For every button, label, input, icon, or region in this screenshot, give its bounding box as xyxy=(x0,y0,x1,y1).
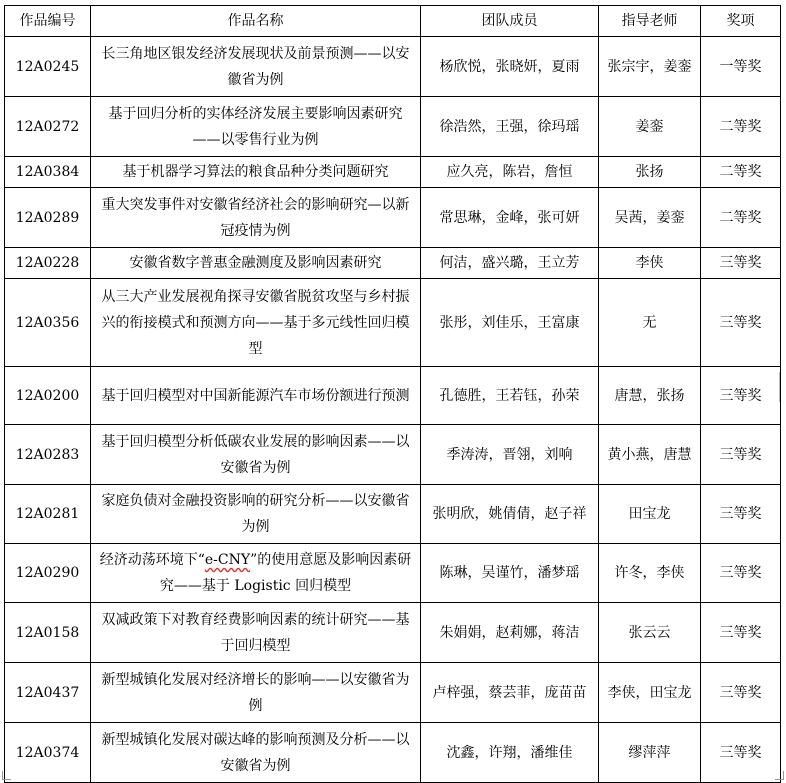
table-row xyxy=(5,544,781,603)
table-row xyxy=(5,723,781,783)
cell-title: 基于回归模型分析低碳农业发展的影响因素——以安徽省为例 xyxy=(91,425,421,485)
cell-award: 一等奖 xyxy=(701,37,781,97)
cell-id: 12A0245 xyxy=(5,37,91,97)
cell-id: 12A0283 xyxy=(5,425,91,485)
cell-award: 三等奖 xyxy=(701,367,781,425)
title-text-after: ”的使用意愿及影响因素研究——基于 Logistic 回归模型 xyxy=(159,552,412,594)
cell-members: 杨欣悦，张晓妍，夏雨 xyxy=(421,37,599,97)
header-advisor: 指导老师 xyxy=(599,6,701,37)
table-row xyxy=(5,97,781,157)
cell-title xyxy=(91,544,421,603)
table-row xyxy=(5,603,781,663)
page-corner-mark-right xyxy=(775,771,784,780)
cell-award: 三等奖 xyxy=(701,425,781,485)
cell-id: 12A0290 xyxy=(5,544,91,603)
cell-advisor: 张宗宇，姜銮 xyxy=(599,37,701,97)
header-award: 奖项 xyxy=(701,6,781,37)
cell-award: 二等奖 xyxy=(701,97,781,157)
cell-id: 12A0437 xyxy=(5,663,91,723)
table-row xyxy=(5,425,781,485)
cell-members: 沈鑫，许翔，潘维佳 xyxy=(421,723,599,783)
cell-award: 三等奖 xyxy=(701,723,781,783)
cell-advisor: 缪萍萍 xyxy=(599,723,701,783)
cell-title: 新型城镇化发展对碳达峰的影响预测及分析——以安徽省为例 xyxy=(91,723,421,783)
cell-members: 孔德胜，王若钰，孙荣 xyxy=(421,367,599,425)
cell-title: 新型城镇化发展对经济增长的影响——以安徽省为例 xyxy=(91,663,421,723)
cell-advisor: 李侠 xyxy=(599,248,701,279)
cell-title: 安徽省数字普惠金融测度及影响因素研究 xyxy=(91,248,421,279)
cell-members: 应久亮，陈岩，詹恒 xyxy=(421,157,599,188)
cell-award: 三等奖 xyxy=(701,485,781,544)
cell-title: 基于回归分析的实体经济发展主要影响因素研究——以零售行业为例 xyxy=(91,97,421,157)
spellcheck-marked-text: e-CNY xyxy=(204,552,251,568)
cell-advisor: 张云云 xyxy=(599,603,701,663)
cell-advisor: 李侠，田宝龙 xyxy=(599,663,701,723)
cell-members: 张彤，刘佳乐，王富康 xyxy=(421,279,599,367)
table-row xyxy=(5,37,781,97)
cell-award: 三等奖 xyxy=(701,544,781,603)
cell-award: 三等奖 xyxy=(701,279,781,367)
table-row xyxy=(5,279,781,367)
cell-advisor: 许冬，李侠 xyxy=(599,544,701,603)
cell-title: 从三大产业发展视角探寻安徽省脱贫攻坚与乡村振兴的衔接模式和预测方向——基于多元线性回归模型 xyxy=(91,279,421,367)
cell-advisor: 姜銮 xyxy=(599,97,701,157)
cell-members: 卢梓强，蔡芸菲，庞苗苗 xyxy=(421,663,599,723)
cell-id: 12A0281 xyxy=(5,485,91,544)
cell-members: 常思琳，金峰，张可妍 xyxy=(421,188,599,248)
cell-title: 双减政策下对教育经费影响因素的统计研究——基于回归模型 xyxy=(91,603,421,663)
awards-table xyxy=(4,5,781,783)
header-row xyxy=(5,6,781,37)
header-id: 作品编号 xyxy=(5,6,91,37)
table-row xyxy=(5,157,781,188)
cell-award: 二等奖 xyxy=(701,157,781,188)
cell-id: 12A0228 xyxy=(5,248,91,279)
cell-members: 徐浩然，王强，徐玛瑶 xyxy=(421,97,599,157)
header-title: 作品名称 xyxy=(91,6,421,37)
table-row xyxy=(5,367,781,425)
cell-id: 12A0384 xyxy=(5,157,91,188)
cell-award: 三等奖 xyxy=(701,603,781,663)
cell-id: 12A0272 xyxy=(5,97,91,157)
cell-members: 张明欣，姚倩倩，赵子祥 xyxy=(421,485,599,544)
cell-advisor: 张扬 xyxy=(599,157,701,188)
cell-id: 12A0356 xyxy=(5,279,91,367)
cell-advisor: 吴茜，姜銮 xyxy=(599,188,701,248)
cell-award: 三等奖 xyxy=(701,663,781,723)
cell-title: 基于机器学习算法的粮食品种分类问题研究 xyxy=(91,157,421,188)
cell-title: 基于回归模型对中国新能源汽车市场份额进行预测 xyxy=(91,367,421,425)
cell-advisor: 田宝龙 xyxy=(599,485,701,544)
title-text-before: 经济动荡环境下“ xyxy=(99,552,205,568)
cell-award: 二等奖 xyxy=(701,188,781,248)
table-row xyxy=(5,248,781,279)
scroll-edge-mark xyxy=(779,372,786,402)
cell-advisor: 唐慧，张扬 xyxy=(599,367,701,425)
cell-members: 季涛涛，晋翎，刘响 xyxy=(421,425,599,485)
cell-members: 何洁，盛兴璐，王立芳 xyxy=(421,248,599,279)
cell-id: 12A0158 xyxy=(5,603,91,663)
cell-advisor: 无 xyxy=(599,279,701,367)
cell-id: 12A0200 xyxy=(5,367,91,425)
cell-title: 家庭负债对金融投资影响的研究分析——以安徽省为例 xyxy=(91,485,421,544)
table-row xyxy=(5,188,781,248)
cell-award: 三等奖 xyxy=(701,248,781,279)
cell-advisor: 黄小燕，唐慧 xyxy=(599,425,701,485)
cell-id: 12A0289 xyxy=(5,188,91,248)
table-row xyxy=(5,485,781,544)
cell-title: 长三角地区银发经济发展现状及前景预测——以安徽省为例 xyxy=(91,37,421,97)
cell-members: 朱娟娟，赵莉娜，蒋洁 xyxy=(421,603,599,663)
cell-members: 陈琳，吴谨竹，潘梦瑶 xyxy=(421,544,599,603)
header-members: 团队成员 xyxy=(421,6,599,37)
cell-id: 12A0374 xyxy=(5,723,91,783)
page-corner-mark-left xyxy=(2,771,11,780)
table-row xyxy=(5,663,781,723)
cell-title: 重大突发事件对安徽省经济社会的影响研究—以新冠疫情为例 xyxy=(91,188,421,248)
